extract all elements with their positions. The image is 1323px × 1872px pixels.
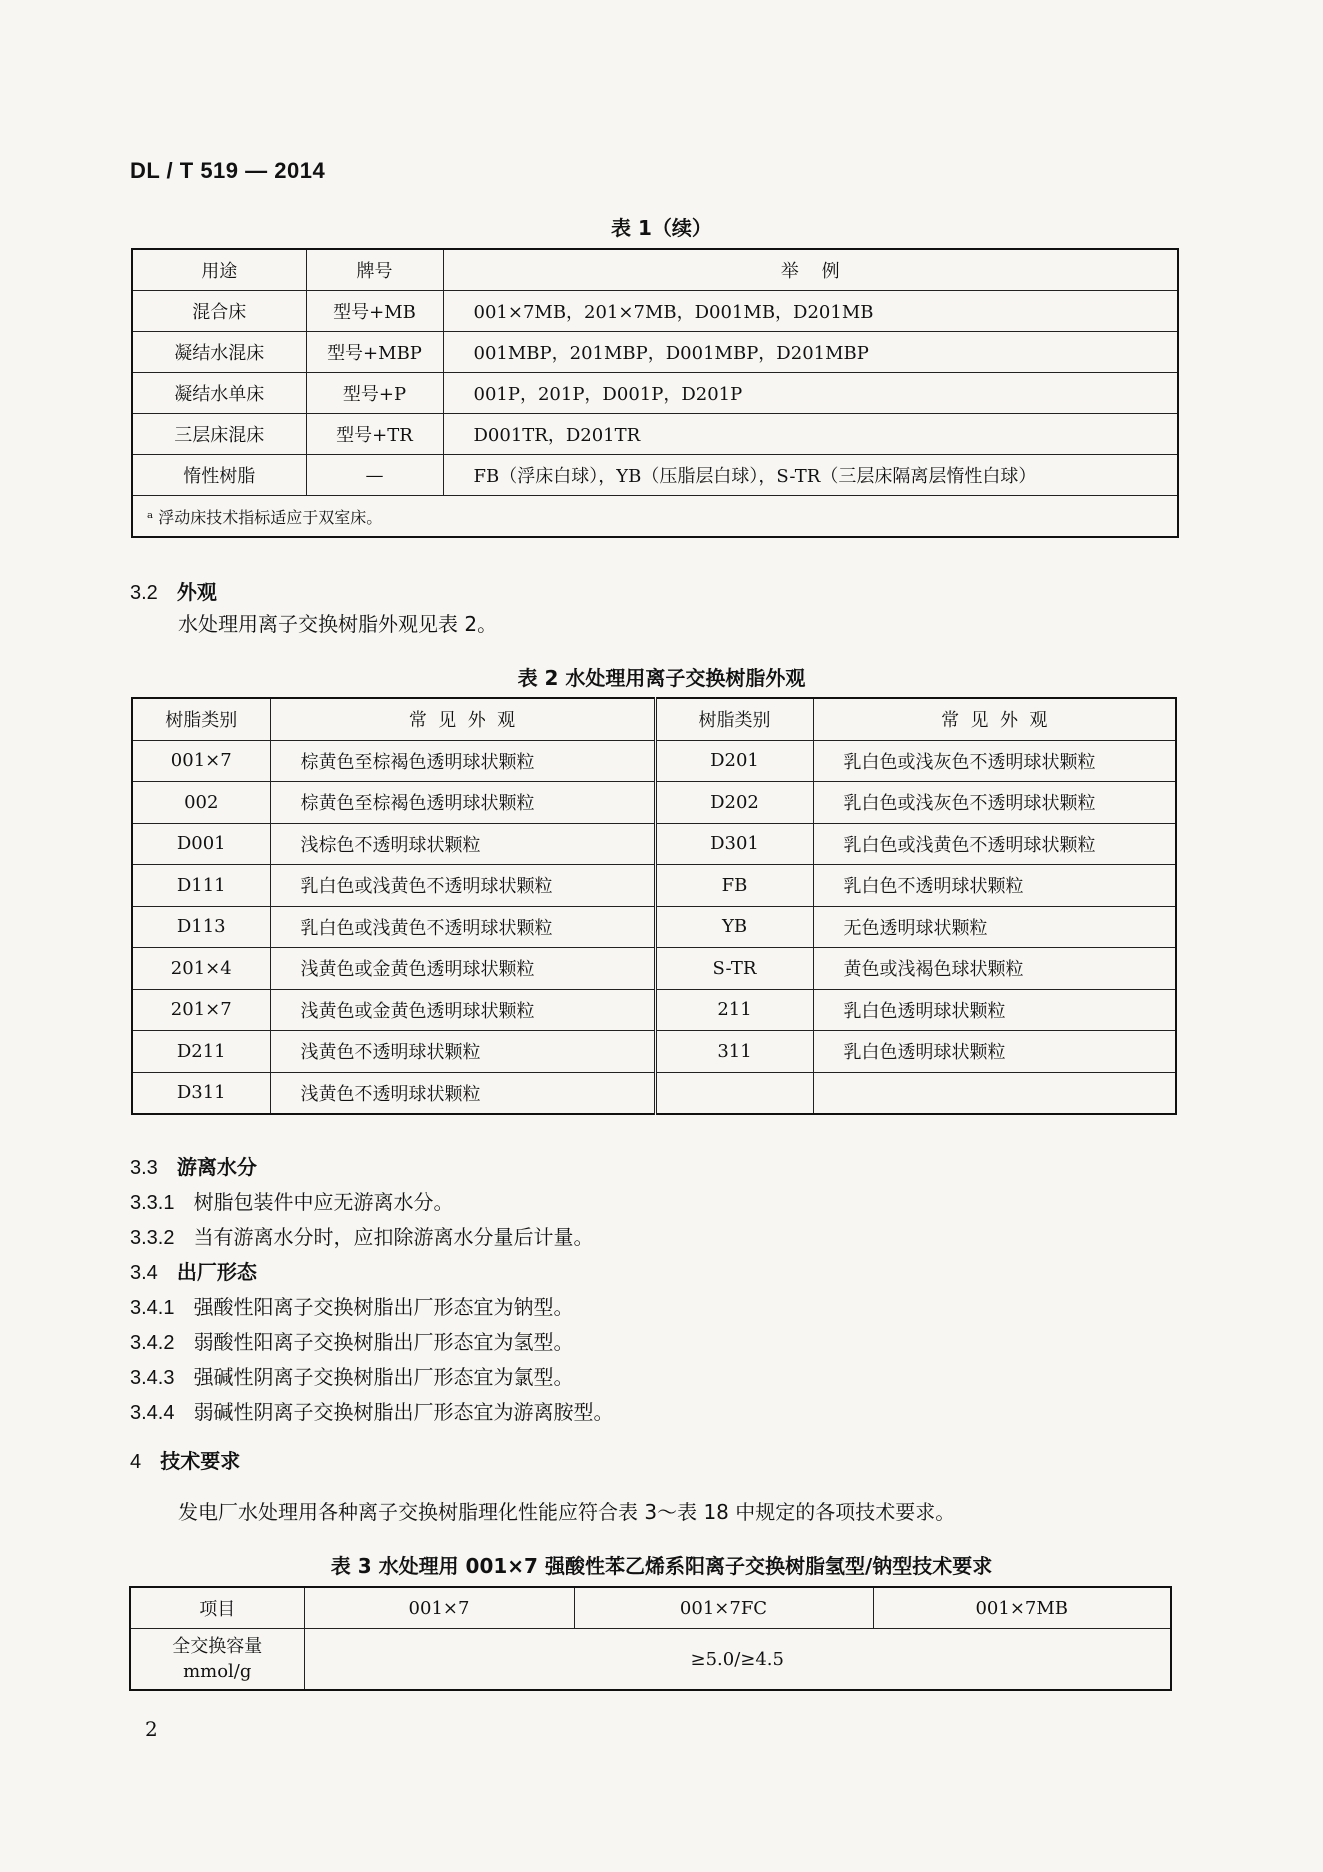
table1-usage: 惰性树脂 [132,455,306,496]
table1-header-usage: 用途 [132,249,306,291]
resin-appearance: 浅棕色不透明球状颗粒 [270,823,655,865]
clause-number: 3.3.1 [130,1192,175,1214]
resin-type: FB [655,865,813,907]
resin-type: 002 [132,782,270,824]
table3 [129,1586,1172,1691]
clause-number: 3.4.2 [130,1332,175,1354]
resin-appearance: 无色透明球状颗粒 [813,906,1176,948]
table1-example: 001MBP，201MBP，D001MBP，D201MBP [443,332,1178,373]
clause-number: 3.4.3 [130,1367,175,1389]
table3-header-item: 项目 [130,1587,304,1629]
table1 [131,248,1179,538]
section-number: 4 [130,1451,142,1473]
resin-type: D001 [132,823,270,865]
section-4-heading [130,1445,240,1474]
resin-type: D211 [132,1031,270,1073]
table1-brand: 型号+TR [306,414,443,455]
table1-example: 001×7MB，201×7MB，D001MB，D201MB [443,291,1178,332]
clause-text: 强碱性阴离子交换树脂出厂形态宜为氯型。 [193,1365,574,1389]
resin-appearance: 乳白色不透明球状颗粒 [813,865,1176,907]
section-number: 3.3 [130,1157,158,1179]
table3-header-col1: 001×7 [304,1587,574,1629]
table1-example: FB（浮床白球），YB（压脂层白球），S-TR（三层床隔离层惰性白球） [443,455,1178,496]
table3-header-row [130,1587,1171,1629]
table2 [131,697,1177,1115]
clause-number: 3.4.1 [130,1297,175,1319]
table3-item-unit: mmol/g [183,1661,252,1682]
resin-type: 001×7 [132,740,270,782]
table1-brand: 型号+MBP [306,332,443,373]
table-row [132,740,1176,782]
table-row [132,455,1178,496]
clause-number: 3.3.2 [130,1227,175,1249]
clause-number: 3.4.4 [130,1402,175,1424]
table-row [132,414,1178,455]
table-row [132,948,1176,990]
table-row [132,989,1176,1031]
table-row [132,823,1176,865]
table3-caption: 表 3 水处理用 001×7 强酸性苯乙烯系阳离子交换树脂氢型/钠型技术要求 [330,1554,993,1578]
table2-caption: 表 2 水处理用离子交换树脂外观 [517,666,806,690]
resin-type: 201×4 [132,948,270,990]
table3-value: ≥5.0/≥4.5 [304,1629,1171,1691]
resin-appearance [813,1072,1176,1114]
table3-header-col2: 001×7FC [574,1587,873,1629]
resin-appearance: 棕黄色至棕褐色透明球状颗粒 [270,740,655,782]
resin-type: D113 [132,906,270,948]
page-number: 2 [145,1717,158,1741]
table3-header-col3: 001×7MB [873,1587,1171,1629]
clause-3-4-1 [130,1291,574,1320]
resin-type: S-TR [655,948,813,990]
section-number: 3.4 [130,1262,158,1284]
table-row [132,291,1178,332]
section-title: 游离水分 [176,1155,257,1179]
table1-usage: 凝结水单床 [132,373,306,414]
table2-header-row [132,698,1176,740]
table1-brand: 型号+MB [306,291,443,332]
table3-item-cell [130,1629,304,1691]
clause-3-4-3 [130,1361,574,1390]
clause-text: 强酸性阳离子交换树脂出厂形态宜为钠型。 [193,1295,574,1319]
resin-type: 311 [655,1031,813,1073]
standard-code: DL / T 519 — 2014 [130,158,326,183]
clause-text: 弱碱性阴离子交换树脂出厂形态宜为游离胺型。 [193,1400,614,1424]
resin-appearance: 乳白色或浅黄色不透明球状颗粒 [813,823,1176,865]
table2-header-type: 树脂类别 [655,698,813,740]
clause-text: 树脂包装件中应无游离水分。 [193,1190,454,1214]
resin-appearance: 浅黄色不透明球状颗粒 [270,1031,655,1073]
resin-type: D202 [655,782,813,824]
resin-type: 211 [655,989,813,1031]
table1-usage: 混合床 [132,291,306,332]
table1-brand: 型号+P [306,373,443,414]
table1-footnote-row [132,496,1178,538]
table1-caption: 表 1（续） [611,216,712,240]
resin-appearance: 乳白色透明球状颗粒 [813,989,1176,1031]
table-row [132,373,1178,414]
table1-usage: 凝结水混床 [132,332,306,373]
section-4-text: 发电厂水处理用各种离子交换树脂理化性能应符合表 3～表 18 中规定的各项技术要求。 [178,1500,956,1524]
table1-usage: 三层床混床 [132,414,306,455]
resin-appearance: 乳白色或浅灰色不透明球状颗粒 [813,782,1176,824]
table1-example: D001TR，D201TR [443,414,1178,455]
resin-appearance: 乳白色或浅黄色不透明球状颗粒 [270,906,655,948]
section-3-4-heading [130,1256,257,1285]
table1-footnote: ᵃ 浮动床技术指标适应于双室床。 [132,496,1178,538]
resin-type: D301 [655,823,813,865]
table1-example: 001P，201P，D001P，D201P [443,373,1178,414]
table1-header-example: 举 例 [443,249,1178,291]
section-title: 外观 [176,580,217,604]
table3-item-name: 全交换容量 [172,1636,263,1657]
resin-type: YB [655,906,813,948]
clause-text: 当有游离水分时，应扣除游离水分量后计量。 [193,1225,594,1249]
resin-type: 201×7 [132,989,270,1031]
resin-appearance: 浅黄色不透明球状颗粒 [270,1072,655,1114]
table1-brand: — [306,455,443,496]
resin-appearance: 乳白色或浅灰色不透明球状颗粒 [813,740,1176,782]
resin-type: D201 [655,740,813,782]
resin-appearance: 乳白色透明球状颗粒 [813,1031,1176,1073]
resin-appearance: 浅黄色或金黄色透明球状颗粒 [270,948,655,990]
table-row [130,1629,1171,1691]
section-3-3-heading [130,1151,257,1180]
resin-type: D311 [132,1072,270,1114]
section-title: 出厂形态 [176,1260,257,1284]
clause-3-3-1 [130,1186,454,1215]
section-number: 3.2 [130,582,158,604]
table2-header-appearance: 常 见 外 观 [270,698,655,740]
table2-header-type: 树脂类别 [132,698,270,740]
table-row [132,865,1176,907]
clause-3-4-2 [130,1326,574,1355]
table-row [132,1072,1176,1114]
table-row [132,906,1176,948]
table2-header-appearance: 常 见 外 观 [813,698,1176,740]
resin-type [655,1072,813,1114]
resin-appearance: 棕黄色至棕褐色透明球状颗粒 [270,782,655,824]
section-3-2-heading [130,576,217,605]
clause-text: 弱酸性阳离子交换树脂出厂形态宜为氢型。 [193,1330,574,1354]
section-3-2-text: 水处理用离子交换树脂外观见表 2。 [178,612,498,636]
table-row [132,332,1178,373]
table-row [132,782,1176,824]
clause-3-4-4 [130,1396,614,1425]
section-title: 技术要求 [160,1449,241,1473]
table-row [132,1031,1176,1073]
resin-appearance: 黄色或浅褐色球状颗粒 [813,948,1176,990]
table1-header-brand: 牌号 [306,249,443,291]
resin-appearance: 乳白色或浅黄色不透明球状颗粒 [270,865,655,907]
clause-3-3-2 [130,1221,594,1250]
resin-type: D111 [132,865,270,907]
table1-header-row [132,249,1178,291]
resin-appearance: 浅黄色或金黄色透明球状颗粒 [270,989,655,1031]
